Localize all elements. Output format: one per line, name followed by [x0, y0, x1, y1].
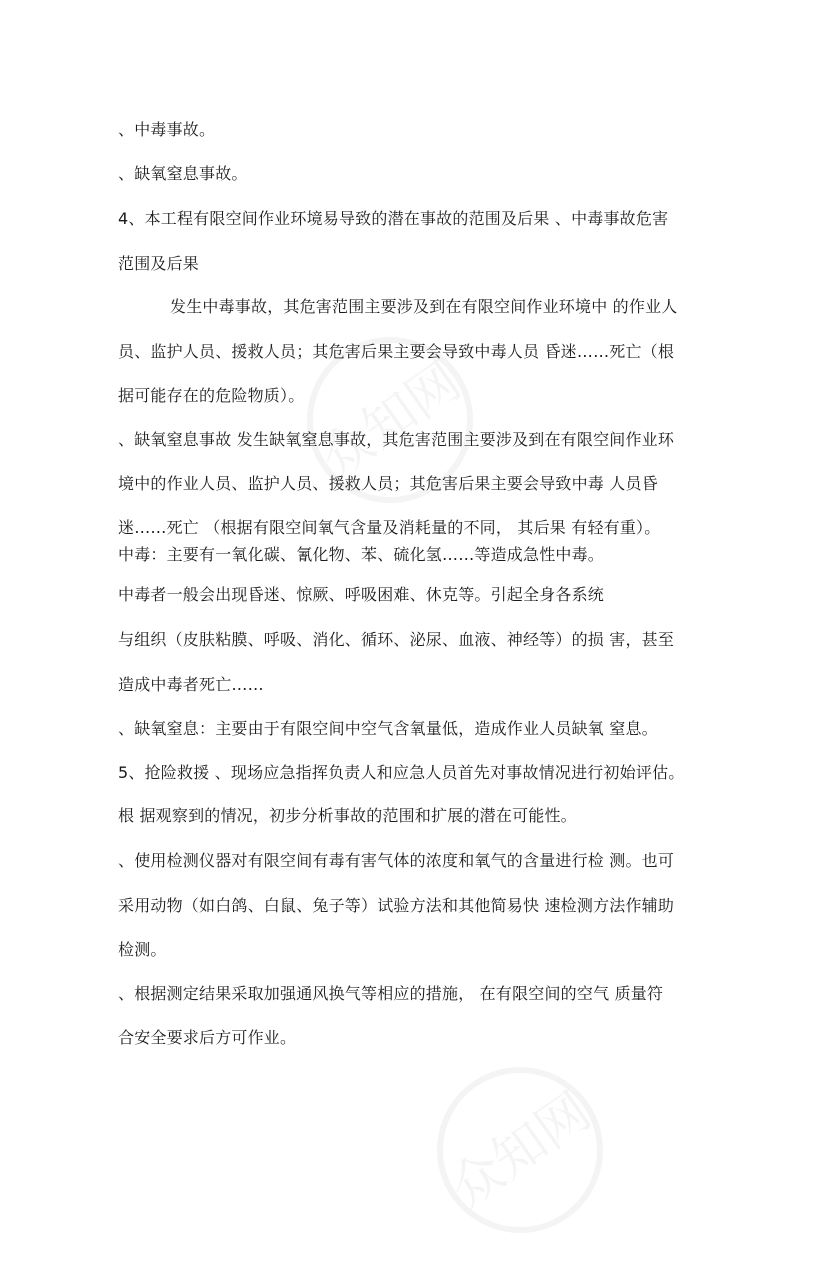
watermark-logo-text: 众知网	[309, 351, 472, 491]
text-line-18: 、使用检测仪器对有限空间有毒有害气体的浓度和氧气的含量进行检 测。也可	[118, 851, 675, 870]
text-line-12: 中毒者一般会出现昏迷、惊厥、呼吸困难、休克等。引起全身各系统	[118, 585, 605, 604]
text-line-7: 据可能存在的危险物质）。	[118, 386, 305, 405]
section-4-heading: 4、本工程有限空间作业环境易导致的潜在事故的范围及后果 、中毒事故危害	[118, 209, 669, 228]
watermark-logo-bottom-text: 众知网	[439, 1081, 602, 1221]
text-line-14: 造成中毒者死亡……	[118, 675, 264, 694]
text-line-6: 员、监护人员、援救人员；其危害后果主要会导致中毒人员 昏迷……死亡（根	[118, 342, 675, 361]
text-line-21: 、根据测定结果采取加强通风换气等相应的措施， 在有限空间的空气 质量符	[118, 984, 664, 1003]
text-line-9: 境中的作业人员、监护人员、援救人员；其危害后果主要会导致中毒 人员昏	[118, 474, 658, 493]
text-line-13: 与组织（皮肤粘膜、呼吸、消化、循环、泌尿、血液、神经等）的损 害，甚至	[118, 630, 675, 649]
text-line-22: 合安全要求后方可作业。	[118, 1028, 297, 1047]
text-line-10: 迷……死亡 （根据有限空间氧气含量及消耗量的不同， 其后果 有轻有重）。	[118, 518, 661, 537]
watermark-logo	[265, 295, 516, 546]
text-line-4: 范围及后果	[118, 254, 200, 273]
text-line-17: 根 据观察到的情况，初步分析事故的范围和扩展的潜在可能性。	[118, 806, 577, 825]
section-5-heading: 5、抢险救援 、现场应急指挥负责人和应急人员首先对事故情况进行初始评估。	[118, 763, 685, 782]
text-line-2: 、缺氧窒息事故。	[118, 164, 248, 183]
text-line-19: 采用动物（如白鸽、白鼠、兔子等）试验方法和其他简易快 速检测方法作辅助	[118, 896, 675, 915]
watermark-logo-bottom	[395, 1025, 646, 1276]
text-line-11: 中毒：主要有一氧化碳、氰化物、苯、硫化氢……等造成急性中毒。	[118, 545, 605, 564]
text-line-15: 、缺氧窒息：主要由于有限空间中空气含氧量低，造成作业人员缺氧 窒息。	[118, 719, 658, 738]
paragraph-asphyxia-start: 、缺氧窒息事故 发生缺氧窒息事故，其危害范围主要涉及到在有限空间作业环	[118, 430, 675, 449]
text-line-1: 、中毒事故。	[118, 120, 216, 139]
paragraph-poisoning-start: 发生中毒事故，其危害范围主要涉及到在有限空间作业环境中 的作业人	[170, 297, 678, 316]
text-line-20: 检测。	[118, 940, 167, 959]
